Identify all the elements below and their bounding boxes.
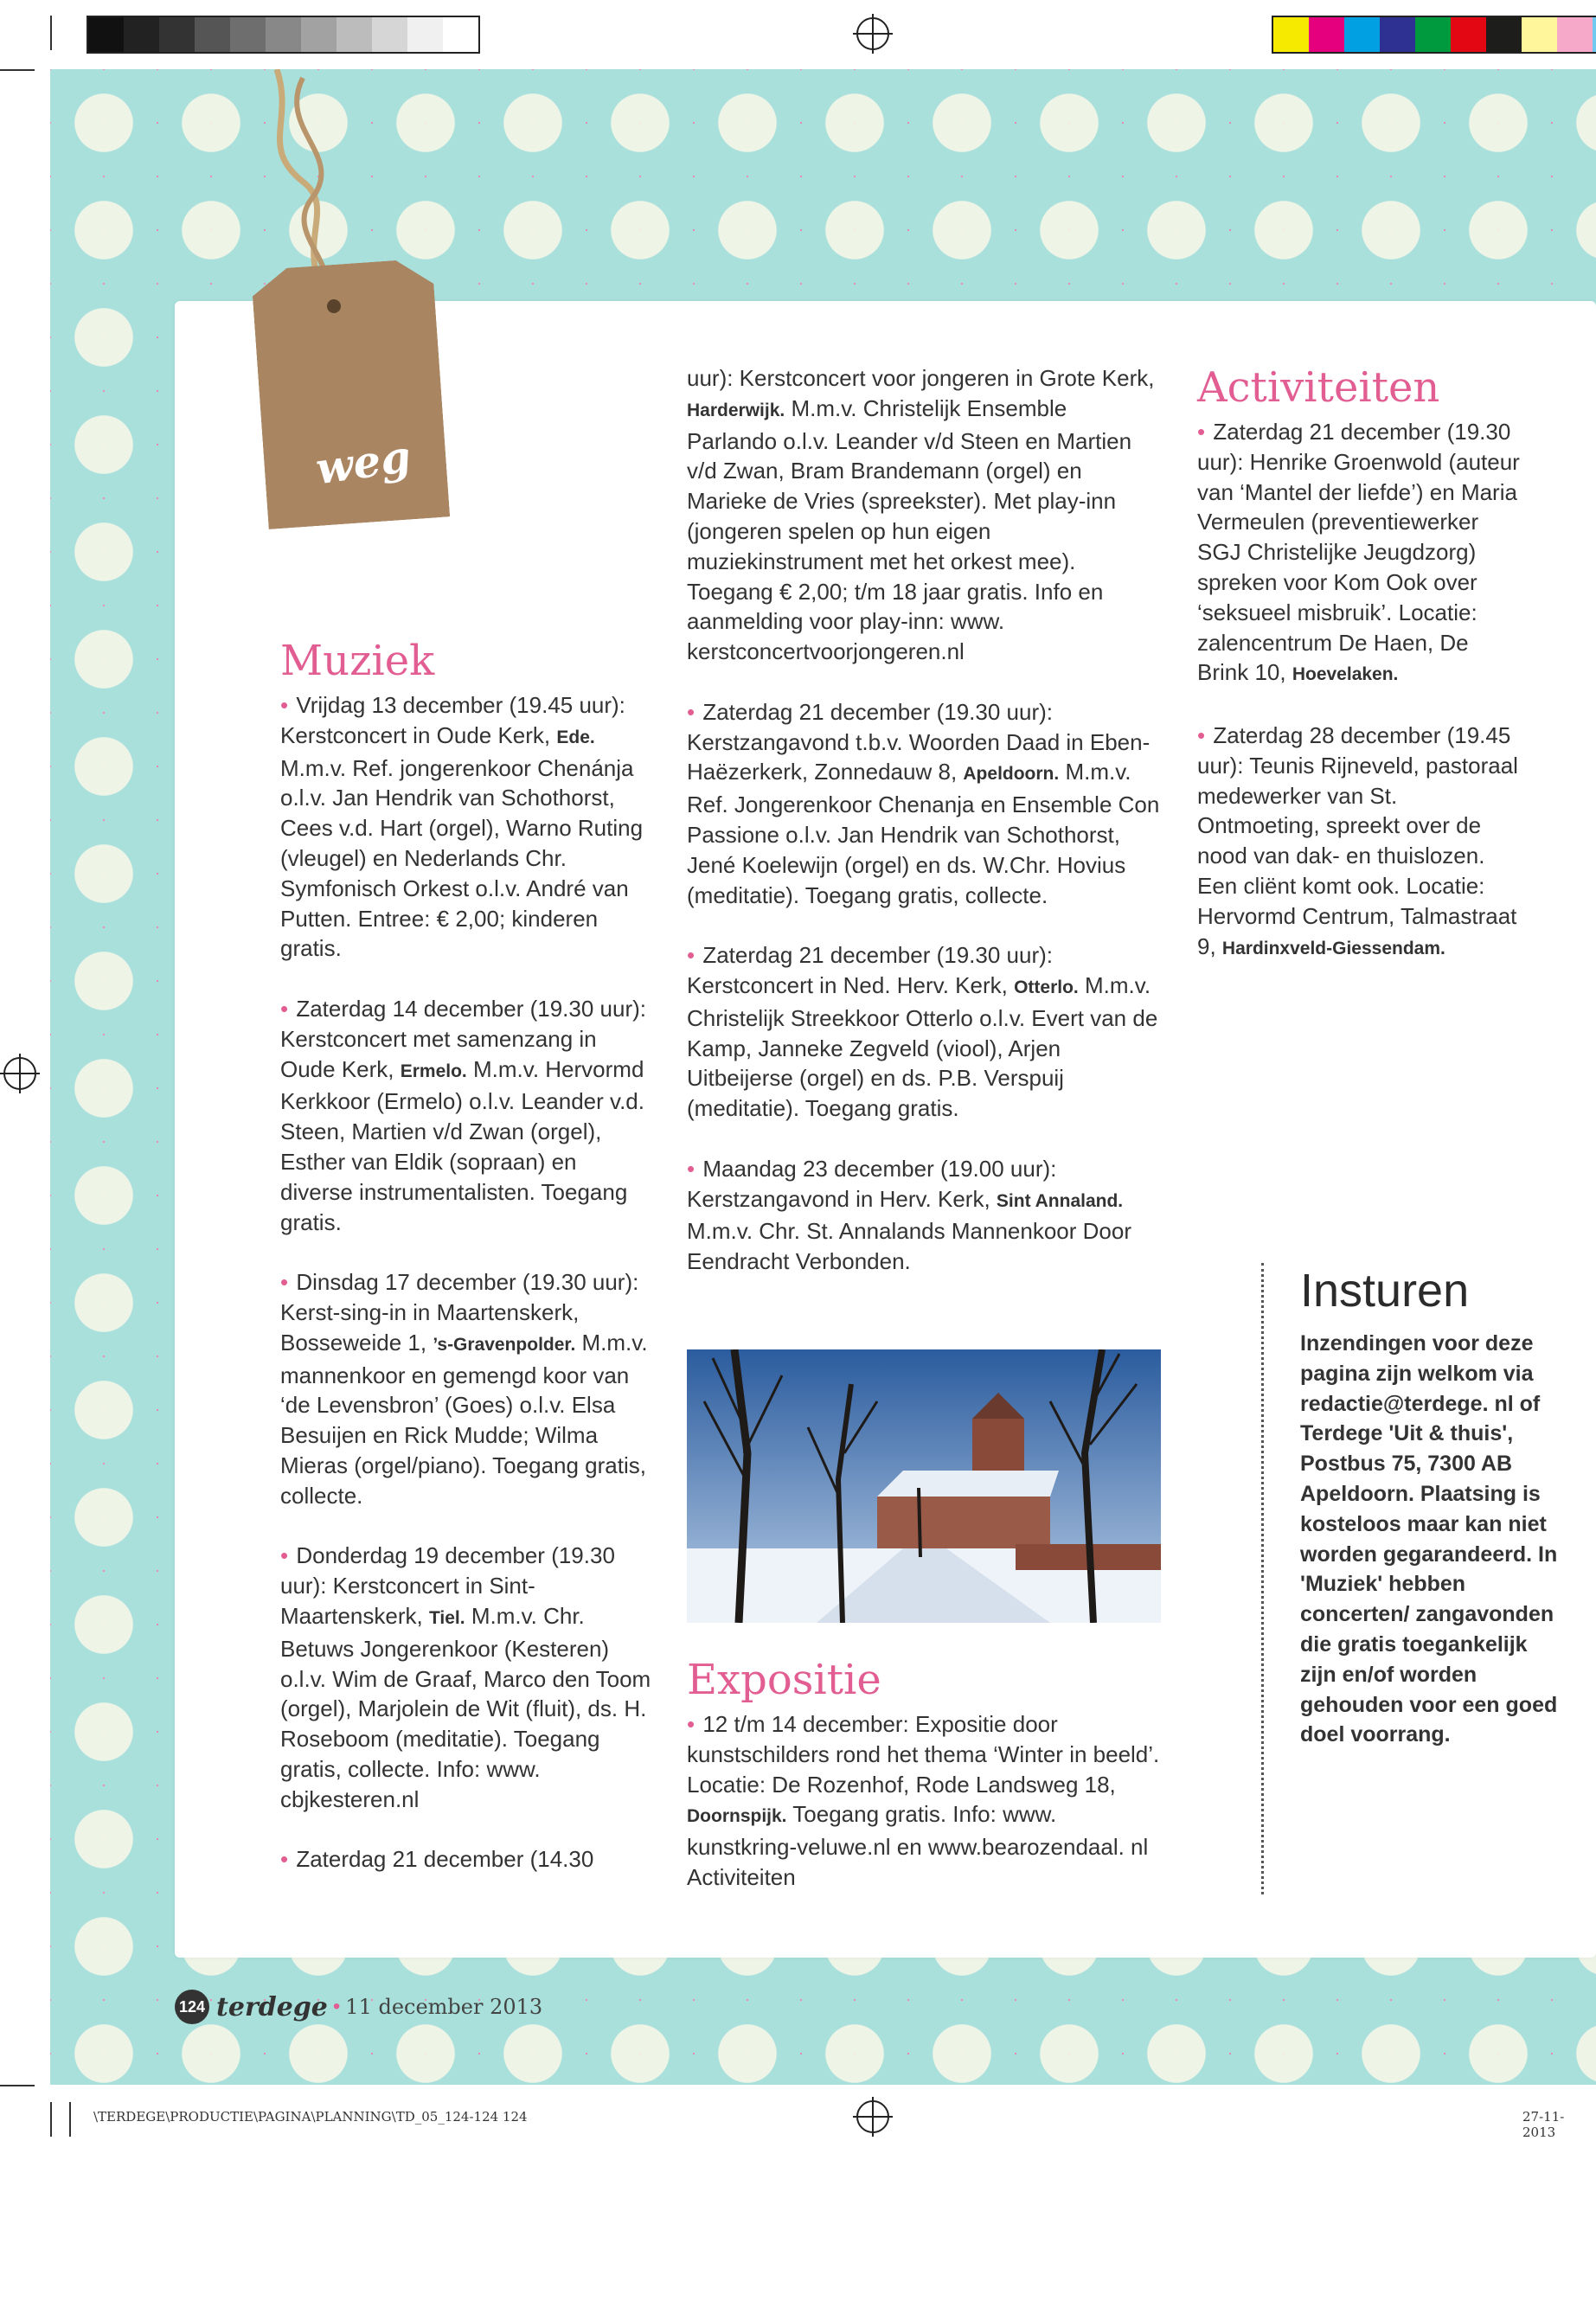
listing-text: 12 t/m 14 december: Expositie door kunstschilders rond het thema ‘Winter in beeld’. Locatie: De Rozenhof, Rode Landsweg 18,	[687, 1711, 1160, 1798]
listing-location: Hoevelaken.	[1292, 664, 1399, 685]
listing-location: Otterlo.	[1014, 977, 1079, 997]
listing-location: Doornspijk.	[687, 1806, 787, 1827]
footer-separator: •	[332, 1995, 341, 2018]
color-swatch	[266, 17, 301, 52]
listing-text: Vrijdag 13 december (19.45 uur): Kerstconcert in Oude Kerk,	[280, 692, 625, 748]
crop-mark	[69, 2102, 71, 2137]
slug-path: \TERDEGE\PRODUCTIE\PAGINA\PLANNING\TD_05_124-124 124	[93, 2109, 528, 2125]
tag-label: weg	[312, 430, 414, 495]
listing-location: Ede.	[556, 727, 595, 747]
listing-location: Hardinxveld-Giessendam.	[1221, 938, 1445, 958]
color-swatch	[443, 17, 478, 52]
listing-details: M.m.v. Hervormd Kerkkoor (Ermelo) o.l.v. Leander v.d. Steen, Martien v/d Zwan (orgel), Esther van Eldik (sopraan) en diverse instrumentalisten. Toegang gratis.	[280, 1055, 644, 1235]
color-swatch	[407, 17, 443, 52]
color-swatch	[1380, 17, 1415, 52]
bullet-icon: •	[280, 1846, 295, 1873]
insturen-box	[1261, 1263, 1560, 1894]
expositie-list	[687, 1709, 1163, 1893]
listing-text: Dinsdag 17 december (19.30 uur): Kerst-sing-in in Maartenskerk, Bosseweide 1,	[280, 1269, 639, 1356]
registration-mark-left	[3, 1057, 36, 1090]
listing-details: M.m.v. Christelijk Streekkoor Otterlo o.l.v. Evert van de Kamp, Janneke Zegveld (viool), Arjen Uitbeijerse (orgel) en ds. P.B. Verspuij (meditatie). Toegang gratis.	[687, 971, 1158, 1122]
bullet-icon: •	[687, 942, 702, 969]
registration-mark-bottom	[856, 2100, 889, 2133]
winter-church-photo	[687, 1349, 1161, 1623]
crop-mark	[50, 2102, 52, 2137]
color-swatch	[124, 17, 159, 52]
listing-text: Zaterdag 28 december (19.45 uur): Teunis Rijneveld, pastoraal medewerker van St. Ontmoeting, spreekt over de nood van dak- en thuislozen. Een cliënt komt ook. Locatie: Hervormd Centrum, Talmastraat 9,	[1197, 721, 1518, 959]
crop-mark	[0, 69, 35, 71]
listing-text: Donderdag 19 december (19.30 uur): Kerstconcert in Sint-Maartenskerk,	[280, 1542, 615, 1629]
listing-location: Harderwijk.	[687, 400, 785, 420]
bullet-icon: •	[280, 1542, 295, 1569]
listing-location: Tiel.	[428, 1607, 465, 1628]
listing-location: Sint Annaland.	[996, 1190, 1124, 1211]
listing-text: Zaterdag 21 december (19.30 uur): Kerstzangavond t.b.v. Woorden Daad in Eben-Haëzerkerk, Zonnedauw 8,	[687, 698, 1151, 785]
bullet-icon: •	[687, 698, 702, 725]
listing-text: Zaterdag 21 december (19.30 uur): Henrike Groenwold (auteur van ‘Mantel der liefde’) en Maria Vermeulen (preventiewerker SGJ Christelijke Jeugdzorg) spreken voor Kom Ook over ‘seksueel misbruik’. Locatie: zalencentrum De Haen, De Brink 10,	[1197, 419, 1520, 686]
page-number: 124	[175, 1990, 209, 2024]
color-swatch	[230, 17, 266, 52]
listing-text: Maandag 23 december (19.00 uur): Kerstzangavond in Herv. Kerk,	[687, 1155, 1057, 1212]
listing-details: M.m.v. Ref. Jongerenkoor Chenanja en Ensemble Con Passione o.l.v. Jan Hendrik van Schothorst, Jené Koelewijn (orgel) en ds. W.Chr. Hovius (meditatie). Toegang gratis, collecte.	[687, 759, 1160, 908]
bullet-icon: •	[280, 995, 295, 1022]
color-swatch	[301, 17, 337, 52]
listing-details: M.m.v. Ref. jongerenkoor Chenánja o.l.v. Jan Hendrik van Schothorst, Cees v.d. Hart (orgel), Warno Ruting (vleugel) en Nederlands Chr. Symfonisch Orkest o.l.v. André van Putten. Entree: € 2,00; kinderen gratis.	[280, 754, 644, 962]
listing-item	[1197, 721, 1526, 964]
crop-mark	[50, 16, 52, 50]
color-swatch	[1557, 17, 1593, 52]
color-swatch	[195, 17, 230, 52]
crop-mark	[0, 2085, 35, 2086]
brand-logo: terdege	[216, 1991, 328, 2022]
listing-item	[687, 697, 1163, 911]
page-footer	[175, 1990, 542, 2024]
listing-details: M.m.v. Chr. St. Annalands Mannenkoor Door Eendracht Verbonden.	[687, 1218, 1131, 1275]
color-swatch	[1522, 17, 1557, 52]
color-swatch	[1344, 17, 1380, 52]
color-swatch	[1415, 17, 1451, 52]
listing-location: Ermelo.	[400, 1061, 467, 1081]
color-swatch	[1593, 17, 1596, 52]
grayscale-colorbar	[87, 16, 480, 54]
color-swatch	[1486, 17, 1522, 52]
insturen-body: Inzendingen voor deze pagina zijn welkom via redactie@terdege. nl of Terdege 'Uit & thuis', Postbus 75, 7300 AB Apeldoorn. Plaatsing is kosteloos maar kan niet worden gegarandeerd. In 'Muziek' hebben concerten/ zangavonden die gratis toegankelijk zijn en/of worden gehouden voor een goed doel voorrang.	[1300, 1331, 1558, 1747]
listing-item	[280, 1541, 652, 1814]
section-heading-expositie: Expositie	[687, 1656, 881, 1704]
bullet-icon: •	[1197, 721, 1212, 748]
listing-text: uur): Kerstconcert voor jongeren in Grote Kerk,	[687, 365, 1155, 391]
column-activiteiten	[1197, 363, 1526, 994]
color-swatch	[1309, 17, 1344, 52]
insturen-heading: Insturen	[1300, 1265, 1470, 1317]
column-middle	[687, 363, 1163, 1307]
section-heading-activiteiten: Activiteiten	[1197, 363, 1440, 412]
bullet-icon: •	[1197, 419, 1212, 445]
bullet-icon: •	[280, 1269, 295, 1296]
listing-item	[280, 1267, 652, 1510]
listing-item	[280, 994, 652, 1237]
registration-mark-top	[856, 17, 889, 50]
muziek-continued-list	[687, 363, 1163, 1277]
listing-location: Apeldoorn.	[963, 764, 1060, 785]
bullet-icon: •	[687, 1711, 702, 1737]
listing-details: M.m.v. mannenkoor en gemengd koor van ‘de Levensbron’ (Goes) o.l.v. Elsa Besuijen en Rick Mudde; Wilma Mieras (orgel/piano). Toegang gratis, collecte.	[280, 1329, 648, 1509]
listing-text: Zaterdag 21 december (19.30 uur): Kerstconcert in Ned. Herv. Kerk,	[687, 942, 1054, 998]
muziek-list	[280, 690, 652, 1875]
color-swatch	[337, 17, 372, 52]
section-heading-muziek: Muziek	[280, 637, 435, 685]
listing-text: Zaterdag 14 december (19.30 uur): Kerstconcert met samenzang in Oude Kerk,	[280, 995, 647, 1082]
color-swatch	[372, 17, 407, 52]
listing-details: M.m.v. Chr. Betuws Jongerenkoor (Kesteren) o.l.v. Wim de Graaf, Marco den Toom (orgel), Marjolein de Wit (fluit), ds. H. Roseboom (meditatie). Toegang gratis, collecte. Info: www. cbjkesteren.nl	[280, 1602, 651, 1812]
bullet-icon: •	[280, 692, 295, 718]
listing-item	[687, 363, 1163, 667]
column-muziek	[280, 637, 652, 1905]
color-swatch	[1273, 17, 1309, 52]
listing-item	[687, 940, 1163, 1124]
listing-item	[687, 1154, 1163, 1277]
color-swatch	[159, 17, 195, 52]
slug-date: 27-11-2013	[1522, 2109, 1565, 2140]
process-colorbar	[1272, 16, 1596, 54]
tag-hole	[327, 299, 341, 313]
listing-item	[280, 690, 652, 964]
listing-item	[280, 1844, 652, 1875]
issue-date: 11 december 2013	[345, 1995, 543, 2019]
listing-text: Zaterdag 21 december (14.30	[296, 1846, 594, 1873]
listing-location: ’s-Gravenpolder.	[433, 1334, 576, 1355]
bullet-icon: •	[687, 1155, 702, 1182]
column-expositie	[687, 1656, 1163, 1923]
listing-item	[687, 1709, 1163, 1893]
color-swatch	[88, 17, 124, 52]
color-swatch	[1451, 17, 1486, 52]
listing-item	[1197, 417, 1526, 690]
listing-details: Toegang gratis. Info: www. kunstkring-veluwe.nl en www.bearozendaal. nl Activiteiten	[687, 1801, 1149, 1890]
listing-details: M.m.v. Christelijk Ensemble Parlando o.l.v. Leander v/d Steen en Martien v/d Zwan, Bram Brandemann (orgel) en Marieke de Vries (spreekster). Met play-inn (jongeren spelen op hun eigen muziekinstrument met het orkest mee). Toegang € 2,00; t/m 18 jaar gratis. Info en aanmelding voor play-inn: www. kerstconcertvoorjongeren.nl	[687, 394, 1132, 665]
activiteiten-list	[1197, 417, 1526, 964]
